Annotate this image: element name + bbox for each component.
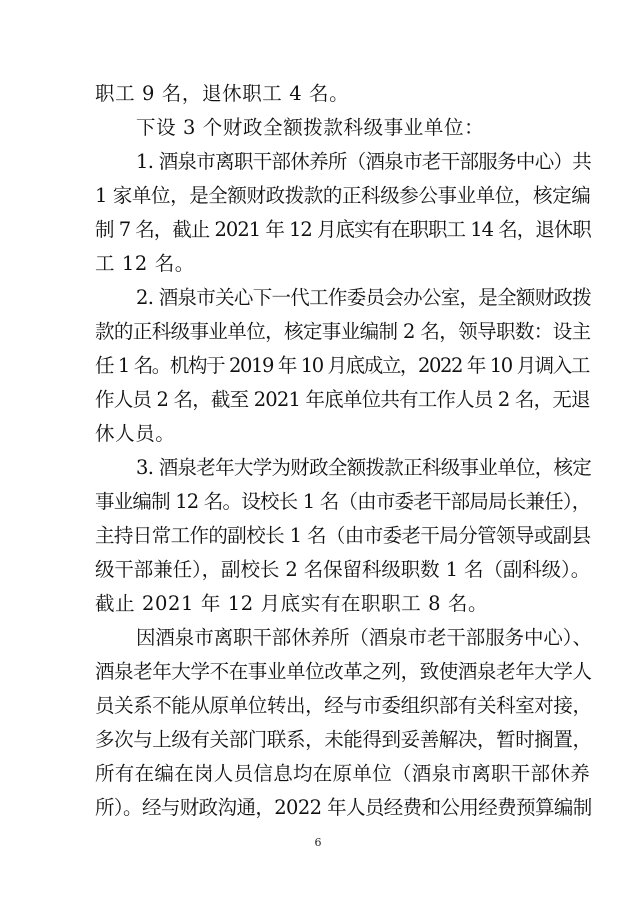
page-number: 6 <box>314 836 322 849</box>
text-line: 1. 酒泉市离职干部休养所（酒泉市老干部服务中心）共 <box>136 150 592 173</box>
text-line: 主持日常工作的副校长 1 名（由市委老干局分管领导或副县 <box>95 524 591 547</box>
text-line: 作人员 2 名，截至 2021 年底单位共有工作人员 2 名，无退 <box>95 388 590 411</box>
text-line: 因酒泉市离职干部休养所（酒泉市老干部服务中心）、 <box>136 626 592 649</box>
text-line: 所有在编在岗人员信息均在原单位（酒泉市离职干部休养 <box>95 762 591 785</box>
text-line: 2. 酒泉市关心下一代工作委员会办公室，是全额财政拨 <box>136 286 592 309</box>
text-line: 3. 酒泉老年大学为财政全额拨款正科级事业单位，核定 <box>136 456 592 479</box>
text-line: 事业编制 12 名。设校长 1 名（由市委老干部局局长兼任）， <box>95 490 591 513</box>
text-line: 职工 9 名，退休职工 4 名。 <box>95 82 350 105</box>
text-line: 1 家单位，是全额财政拨款的正科级参公事业单位，核定编 <box>95 184 591 207</box>
text-line: 截止 2021 年 12 月底实有在职职工 8 名。 <box>95 592 489 615</box>
text-line: 制 7 名，截止 2021 年 12 月底实有在职职工 14 名，退休职 <box>95 218 591 241</box>
text-line: 员关系不能从原单位转出，经与市委组织部有关科室对接， <box>95 694 592 717</box>
text-line: 休人员。 <box>95 422 176 445</box>
text-line: 多次与上级有关部门联系，未能得到妥善解决，暂时搁置， <box>95 728 592 751</box>
text-line: 下设 3 个财政全额拨款科级事业单位： <box>136 116 485 139</box>
text-line: 酒泉老年大学不在事业单位改革之列，致使酒泉老年大学人 <box>95 660 592 683</box>
text-line: 款的正科级事业单位，核定事业编制 2 名，领导职数：设主 <box>95 320 591 343</box>
text-line: 工 12 名。 <box>95 252 195 275</box>
text-line: 所）。经与财政沟通，2022 年人员经费和公用经费预算编制 <box>95 796 592 819</box>
text-line: 任 1 名。机构于 2019 年 10 月底成立，2022 年 10 月调入工 <box>95 354 589 377</box>
text-line: 级干部兼任），副校长 2 名保留科级职数 1 名（副科级）。 <box>95 558 591 581</box>
